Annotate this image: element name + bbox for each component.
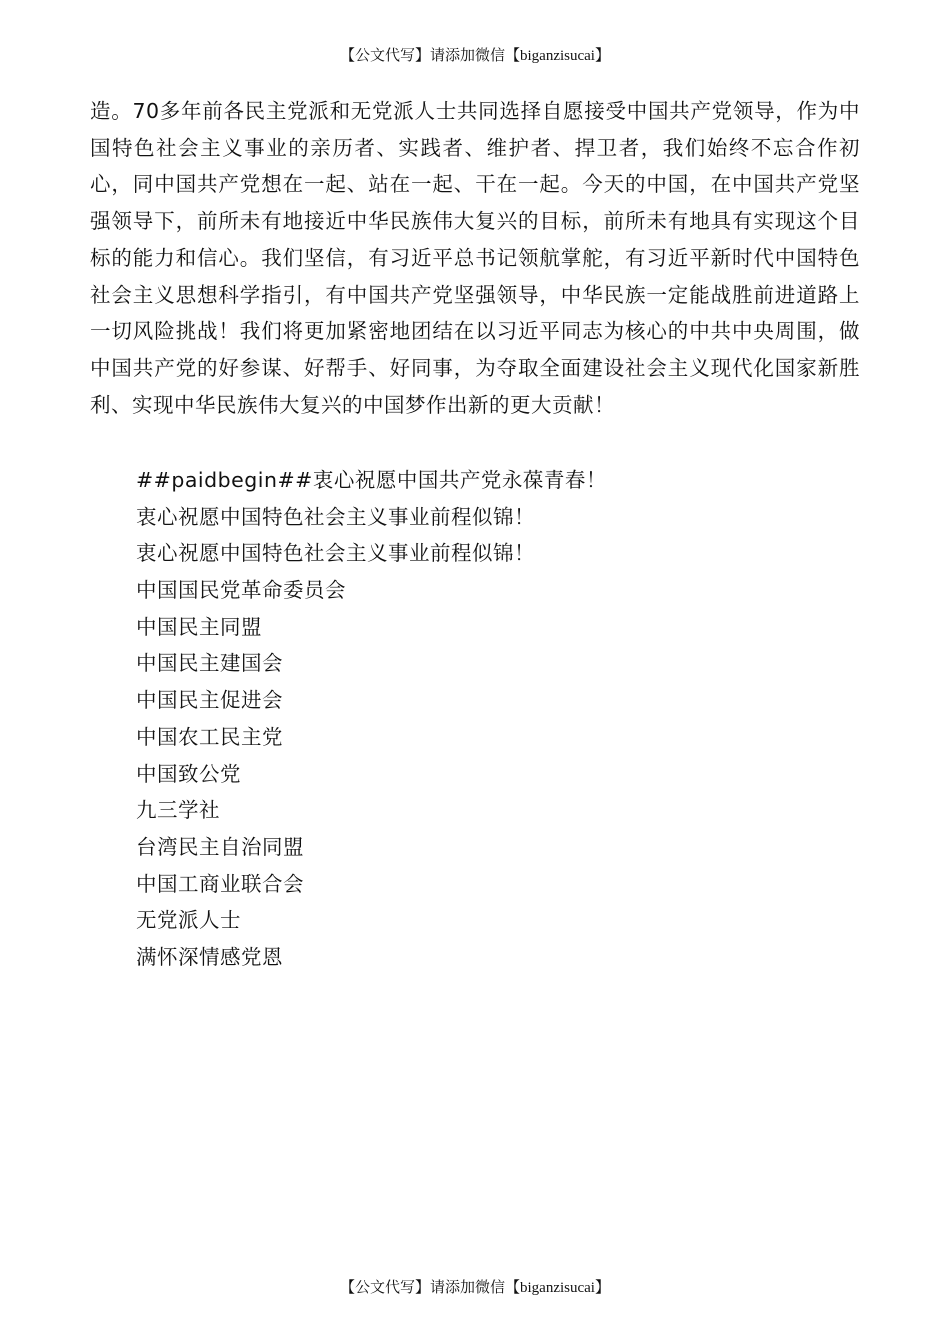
text-line: 中国工商业联合会 bbox=[136, 871, 304, 896]
text-line: 中国农工民主党 bbox=[136, 724, 283, 749]
signature-lines bbox=[136, 462, 836, 976]
text-line: 九三学社 bbox=[136, 798, 220, 823]
text-line: 中国致公党 bbox=[136, 761, 241, 786]
text-line: 中国民主促进会 bbox=[136, 688, 283, 713]
text-line: 台湾民主自治同盟 bbox=[136, 834, 304, 859]
page-header: 【公文代写】请添加微信【biganzisucai】 bbox=[340, 48, 610, 64]
text-line: 中国民主同盟 bbox=[136, 614, 262, 639]
text-line: 无党派人士 bbox=[136, 908, 241, 933]
text-line: 中国民主建国会 bbox=[136, 651, 283, 676]
text-line: 衷心祝愿中国特色社会主义事业前程似锦！ bbox=[136, 504, 535, 529]
page-footer: 【公文代写】请添加微信【biganzisucai】 bbox=[340, 1280, 610, 1296]
text-line: 衷心祝愿中国特色社会主义事业前程似锦！ bbox=[136, 541, 535, 566]
text-line: 中国国民党革命委员会 bbox=[136, 578, 346, 603]
text-line: ##paidbegin##衷心祝愿中国共产党永葆青春！ bbox=[136, 468, 607, 492]
text-line: 满怀深情感党恩 bbox=[136, 944, 283, 969]
body-paragraph: 造。70多年前各民主党派和无党派人士共同选择自愿接受中国共产党领导，作为中国特色社会主义事业的亲历者、实践者、维护者、捍卫者，我们始终不忘合作初心，同中国共产党想在一起、站在一起、干在一起。今天的中国，在中国共产党坚强领导下，前所未有地接近中华民族伟大复兴的目标，前所未有地具有实现这个目标的能力和信心。我们坚信，有习近平总书记领航掌舵，有习近平新时代中国特色社会主义思想科学指引，有中国共产党坚强领导，中华民族一定能战胜前进道路上一切风险挑战！我们将更加紧密地团结在以习近平同志为核心的中共中央周围，做中国共产党的好参谋、好帮手、好同事，为夺取全面建设社会主义现代化国家新胜利、实现中华民族伟大复兴的中国梦作出新的更大贡献！ bbox=[90, 99, 860, 417]
